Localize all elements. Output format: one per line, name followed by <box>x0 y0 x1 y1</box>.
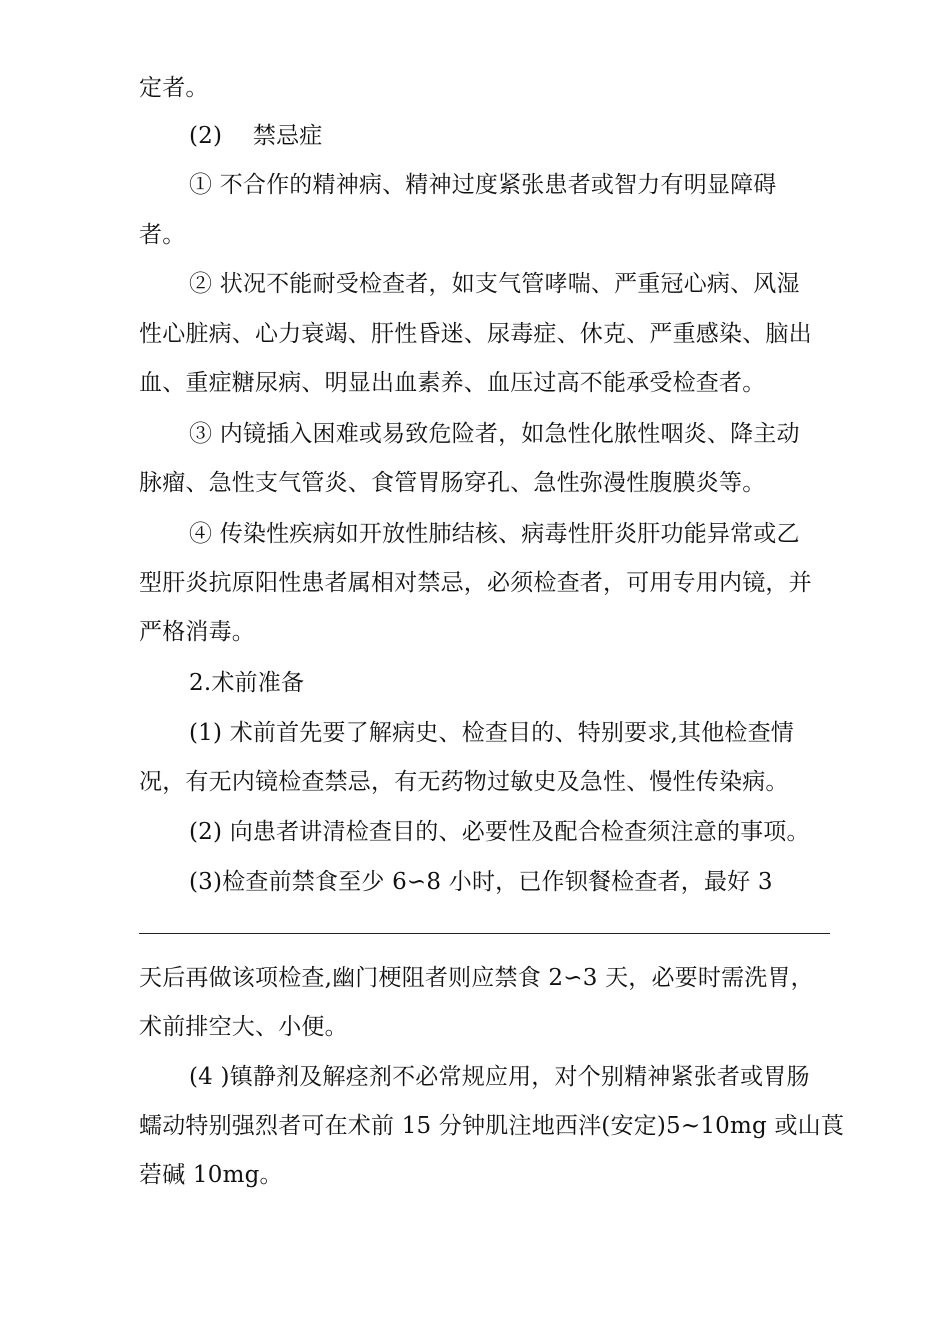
paragraph-line: 脉瘤、急性支气管炎、食管胃肠穿孔、急性弥漫性腹膜炎等。 <box>139 470 766 496</box>
paragraph-line: 蠕动特别强烈者可在术前 15 分钟肌注地西泮(安定)5~10mg 或山莨 <box>139 1113 845 1139</box>
paragraph-line: ① 不合作的精神病、精神过度紧张患者或智力有明显障碍 <box>189 172 777 198</box>
paragraph-line: 定者。 <box>139 75 209 101</box>
paragraph-line: 性心脏病、心力衰竭、肝性昏迷、尿毒症、休克、严重感染、脑出 <box>139 321 812 347</box>
paragraph-line: 血、重症糖尿病、明显出血素养、血压过高不能承受检查者。 <box>139 370 766 396</box>
paragraph-line: 天后再做该项检查,幽门梗阻者则应禁食 2∽3 天，必要时需洗胃， <box>139 965 814 991</box>
paragraph-line: (1) 术前首先要了解病史、检查目的、特别要求,其他检查情 <box>189 720 795 746</box>
paragraph-line: 况，有无内镜检查禁忌，有无药物过敏史及急性、慢性传染病。 <box>139 769 789 795</box>
section-heading-preparation: 2.术前准备 <box>189 670 305 696</box>
paragraph-line: ② 状况不能耐受检查者，如支气管哮喘、严重冠心病、风湿 <box>189 271 800 297</box>
paragraph-line: 严格消毒。 <box>139 619 255 645</box>
paragraph-line: ④ 传染性疾病如开放性肺结核、病毒性肝炎肝功能异常或乙 <box>189 521 800 547</box>
paragraph-line: (4 )镇静剂及解痉剂不必常规应用，对个别精神紧张者或胃肠 <box>189 1064 810 1090</box>
paragraph-line: 者。 <box>139 222 186 248</box>
paragraph-line: 菪碱 10mg。 <box>139 1162 283 1188</box>
page-divider <box>139 933 830 934</box>
paragraph-line: ③ 内镜插入困难或易致危险者，如急性化脓性咽炎、降主动 <box>189 421 800 447</box>
paragraph-line: 型肝炎抗原阳性患者属相对禁忌，必须检查者，可用专用内镜，并 <box>139 570 812 596</box>
section-heading-contraindications: (2) 禁忌症 <box>189 123 323 149</box>
paragraph-line: 术前排空大、小便。 <box>139 1014 348 1040</box>
paragraph-line: (2) 向患者讲清检查目的、必要性及配合检查须注意的事项。 <box>189 819 810 845</box>
paragraph-line: (3)检查前禁食至少 6∽8 小时，已作钡餐检查者，最好 3 <box>189 869 773 895</box>
